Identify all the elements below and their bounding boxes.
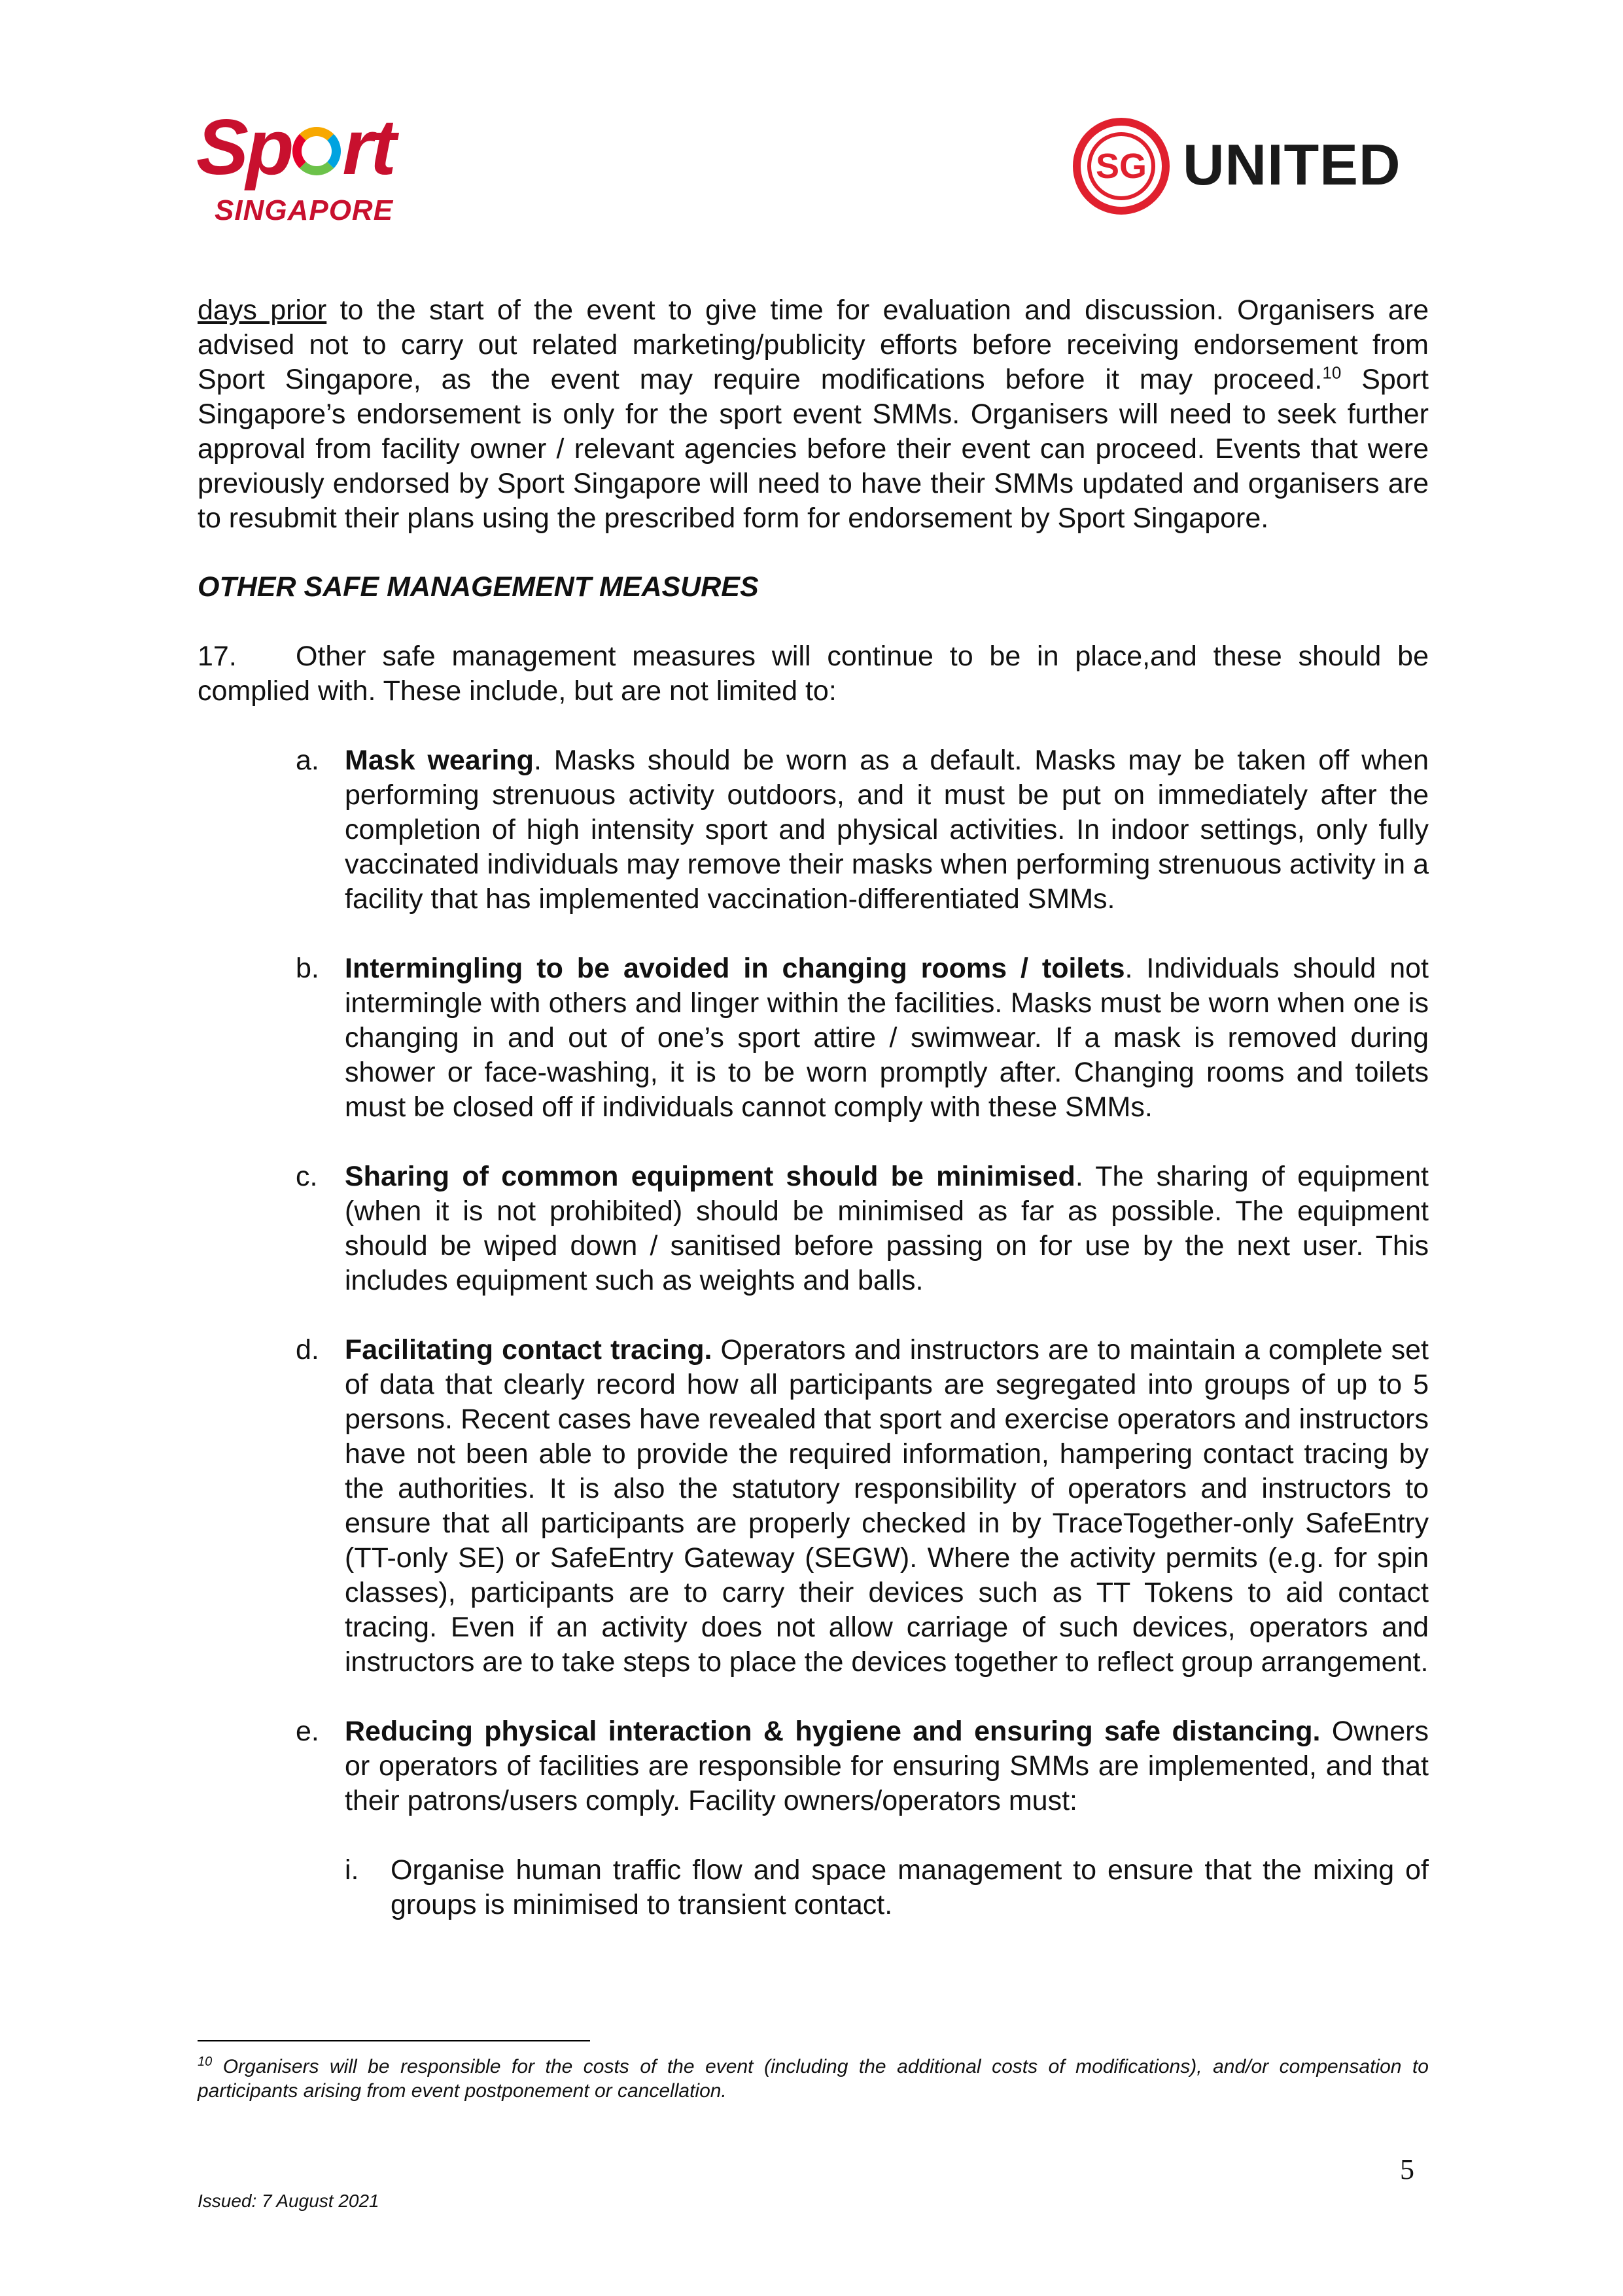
- list-item-title: Sharing of common equipment should be minimised: [345, 1161, 1075, 1192]
- list-item-d: d. Facilitating contact tracing. Operators and instructors are to maintain a complete set of data that clearly record how all participants are segregated into groups of up to 5 persons. Recent cases have revealed that sport and exercise operators and instructors have not been able to provide the required information, hampering contact tracing by the authorities. It is also the statutory responsibility of operators and instructors to ensure that all participants are properly checked in by TraceTogether-only SafeEntry (TT-only SE) or SafeEntry Gateway (SEGW). Where the activity permits (e.g. for spin classes), participants are to carry their devices such as TT Tokens to aid contact tracing. Even if an activity does not allow carriage of such devices, operators and instructors are to take steps to place the devices together to reflect group arrangement.: [296, 1334, 1429, 1678]
- sg-mark: SG: [1087, 132, 1155, 200]
- list-item-label: c.: [296, 1161, 318, 1192]
- days-prior-underline: days prior: [198, 294, 327, 326]
- list-item-a: a. Mask wearing. Masks should be worn as a default. Masks may be taken off when performing strenuous activity outdoors, and it must be put on immediately after the completion of high intensity sport and physical activities. In indoor settings, only fully vaccinated individuals may remove their masks when performing strenuous activity in a facility that has implemented vaccination-differentiated SMMs.: [296, 745, 1429, 915]
- sub-item-label: i.: [345, 1854, 359, 1886]
- list-item-label: b.: [296, 953, 319, 984]
- footnote-reference: 10: [1322, 362, 1342, 383]
- page-number: 5: [1400, 2153, 1414, 2185]
- list-item-label: e.: [296, 1716, 319, 1747]
- issued-date: Issued: 7 August 2021: [198, 2191, 379, 2211]
- sg-united-wordmark: UNITED: [1183, 132, 1401, 197]
- list-item-title: Intermingling to be avoided in changing rooms / toilets: [345, 953, 1125, 984]
- intro-paragraph: days prior to the start of the event to give time for evaluation and discussion. Organisers are advised not to carry out related marketing/publicity efforts before receiving endorsement from Sport Singapore, as the event may require modifications before it may proceed.$^{10}$ Sport Singapore’s endorsement is only for the sport event SMMs. Organisers will need to seek further approval from facility owner / relevant agencies before their event can proceed. Events that were previously endorsed by Sport Singapore will need to have their SMMs updated and organisers are to resubmit their plans using the prescribed form for endorsement by Sport Singapore.: [198, 294, 1429, 534]
- list-item-title: Facilitating contact tracing.: [345, 1334, 712, 1366]
- footnote-divider: [198, 2040, 590, 2041]
- list-item-label: a.: [296, 745, 319, 776]
- sport-singapore-logo: [196, 103, 445, 232]
- sub-item-i: [198, 1853, 1429, 1922]
- sub-item-text: Organise human traffic flow and space management to ensure that the mixing of groups is minimised to transient contact.: [391, 1854, 1429, 1920]
- measures-list: [198, 743, 1429, 1922]
- list-item-label: d.: [296, 1334, 319, 1366]
- sport-logo-ring-icon: [292, 127, 341, 175]
- paragraph-17: 17. Other safe management measures will continue to be in place,and these should be complied with. These include, but are not limited to:: [198, 641, 1429, 707]
- sg-circle-icon: [1073, 118, 1170, 215]
- list-item-title: Reducing physical interaction & hygiene and ensuring safe distancing.: [345, 1716, 1321, 1747]
- list-item-title: Mask wearing: [345, 745, 534, 776]
- list-item-b: b. Intermingling to be avoided in changing rooms / toilets. Individuals should not intermingle with others and linger within the facilities. Masks must be worn when one is changing in and out of one’s sport attire / swimwear. If a mask is removed during shower or face-washing, it is to be worn promptly after. Changing rooms and toilets must be closed off if individuals cannot comply with these SMMs.: [296, 953, 1429, 1123]
- list-item-e: e. Reducing physical interaction & hygiene and ensuring safe distancing. Owners or operators of facilities are responsible for ensuring SMMs are implemented, and that their patrons/users comply. Facility owners/operators must:: [296, 1716, 1429, 1816]
- list-item-c: c. Sharing of common equipment should be minimised. The sharing of equipment (when it is not prohibited) should be minimised as far as possible. The equipment should be wiped down / sanitised before passing on for use by the next user. This includes equipment such as weights and balls.: [296, 1161, 1429, 1296]
- paragraph-number: 17.: [198, 641, 237, 672]
- footnote-number: 10: [198, 2055, 213, 2069]
- sg-united-logo: [1073, 118, 1426, 216]
- footnote: $^{10}$ Organisers will be responsible for the costs of the event (including the additional costs of modifications), and/or compensation to participants arising from event postponement or cancellation.: [198, 2055, 1429, 2102]
- sport-logo-wordmark: Sp rt: [196, 103, 394, 191]
- sport-logo-subtitle: SINGAPORE: [215, 194, 394, 226]
- section-heading: OTHER SAFE MANAGEMENT MEASURES: [198, 571, 759, 603]
- document-body: [198, 293, 1429, 1922]
